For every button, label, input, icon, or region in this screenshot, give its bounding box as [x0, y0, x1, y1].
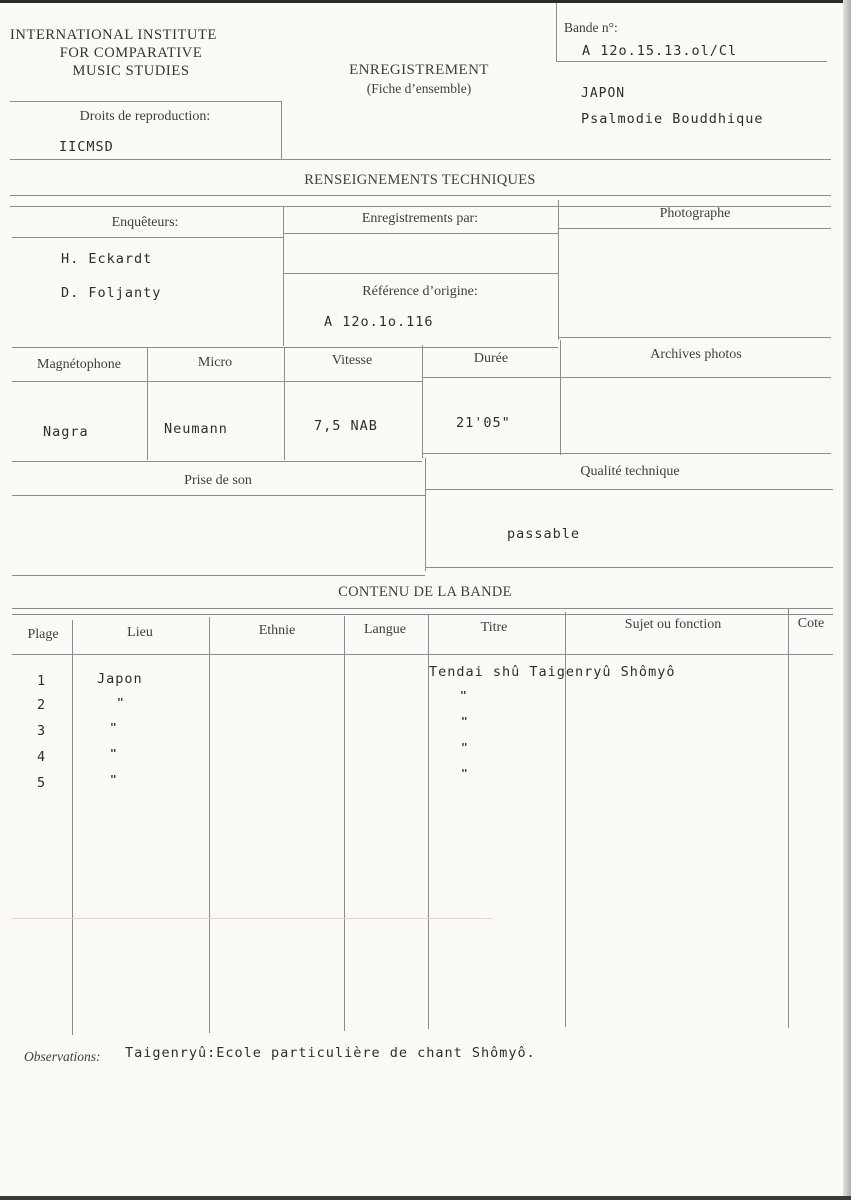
row-1-lieu: Japon [97, 671, 143, 687]
rights-label: Droits de reproduction: [79, 109, 211, 124]
form-title: ENREGISTREMENT [349, 62, 489, 78]
row-5-titre: " [461, 767, 468, 780]
column-plage: Plage [27, 627, 59, 642]
recordings-by-label: Enregistrements par: [361, 211, 479, 226]
column-sujet: Sujet ou fonction [624, 617, 722, 632]
row-3-plage: 3 [37, 723, 47, 739]
row-5-lieu: " [110, 773, 117, 786]
row-5-plage: 5 [37, 775, 47, 791]
tape-number-value: A 12o.15.13.ol/Cl [582, 43, 738, 59]
micro-label: Micro [197, 355, 233, 370]
column-cote: Cote [797, 616, 825, 631]
institute-name-line3: MUSIC STUDIES [72, 63, 190, 79]
column-titre: Titre [480, 620, 508, 635]
investigators-label: Enquêteurs: [111, 215, 179, 230]
row-4-plage: 4 [37, 749, 47, 765]
row-3-titre: " [461, 715, 468, 728]
duration-label: Durée [473, 351, 509, 366]
speed-value: 7,5 NAB [314, 418, 378, 434]
duration-value: 21'05" [456, 415, 511, 431]
technical-quality-label: Qualité technique [580, 464, 680, 479]
row-2-titre: " [460, 689, 467, 702]
scan-bottom-edge [0, 1196, 851, 1200]
tape-recorder-value: Nagra [43, 424, 89, 440]
tape-number-label: Bande n°: [564, 20, 618, 35]
row-2-plage: 2 [37, 697, 47, 713]
technical-quality-value: passable [507, 526, 581, 542]
photo-archives-label: Archives photos [650, 347, 742, 362]
row-1-titre: Tendai shû Taigenryû Shômyô [429, 664, 676, 680]
sound-recording-label: Prise de son [184, 473, 252, 488]
original-reference-label: Référence d’origine: [362, 284, 478, 299]
column-langue: Langue [364, 622, 406, 637]
institute-name-line2: FOR COMPARATIVE [59, 45, 203, 61]
speed-label: Vitesse [331, 353, 373, 368]
observations-value: Taigenryû:Ecole particulière de chant Shômyô. [125, 1045, 536, 1061]
original-reference-value: A 12o.1o.116 [324, 314, 434, 330]
micro-value: Neumann [164, 421, 228, 437]
contents-section-title: CONTENU DE LA BANDE [338, 584, 512, 600]
row-4-lieu: " [110, 747, 117, 760]
column-ethnie: Ethnie [258, 623, 296, 638]
country-value: JAPON [581, 86, 626, 101]
row-2-lieu: " [117, 696, 124, 709]
investigator-2: D. Foljanty [61, 285, 162, 301]
scan-top-edge [0, 0, 851, 3]
investigator-1: H. Eckardt [61, 251, 153, 267]
observations-label: Observations: [24, 1049, 101, 1064]
scan-right-edge [843, 0, 851, 1200]
row-1-plage: 1 [37, 673, 47, 689]
column-lieu: Lieu [127, 625, 153, 640]
row-4-titre: " [461, 741, 468, 754]
photographer-label: Photographe [659, 206, 731, 221]
rights-value: IICMSD [59, 139, 114, 155]
tape-recorder-label: Magnétophone [37, 357, 121, 372]
form-subtitle: (Fiche d’ensemble) [366, 81, 472, 96]
subject-value: Psalmodie Bouddhique [581, 111, 764, 127]
technical-section-title: RENSEIGNEMENTS TECHNIQUES [304, 172, 536, 188]
institute-name-line1: INTERNATIONAL INSTITUTE [10, 27, 217, 43]
row-3-lieu: " [110, 721, 117, 734]
